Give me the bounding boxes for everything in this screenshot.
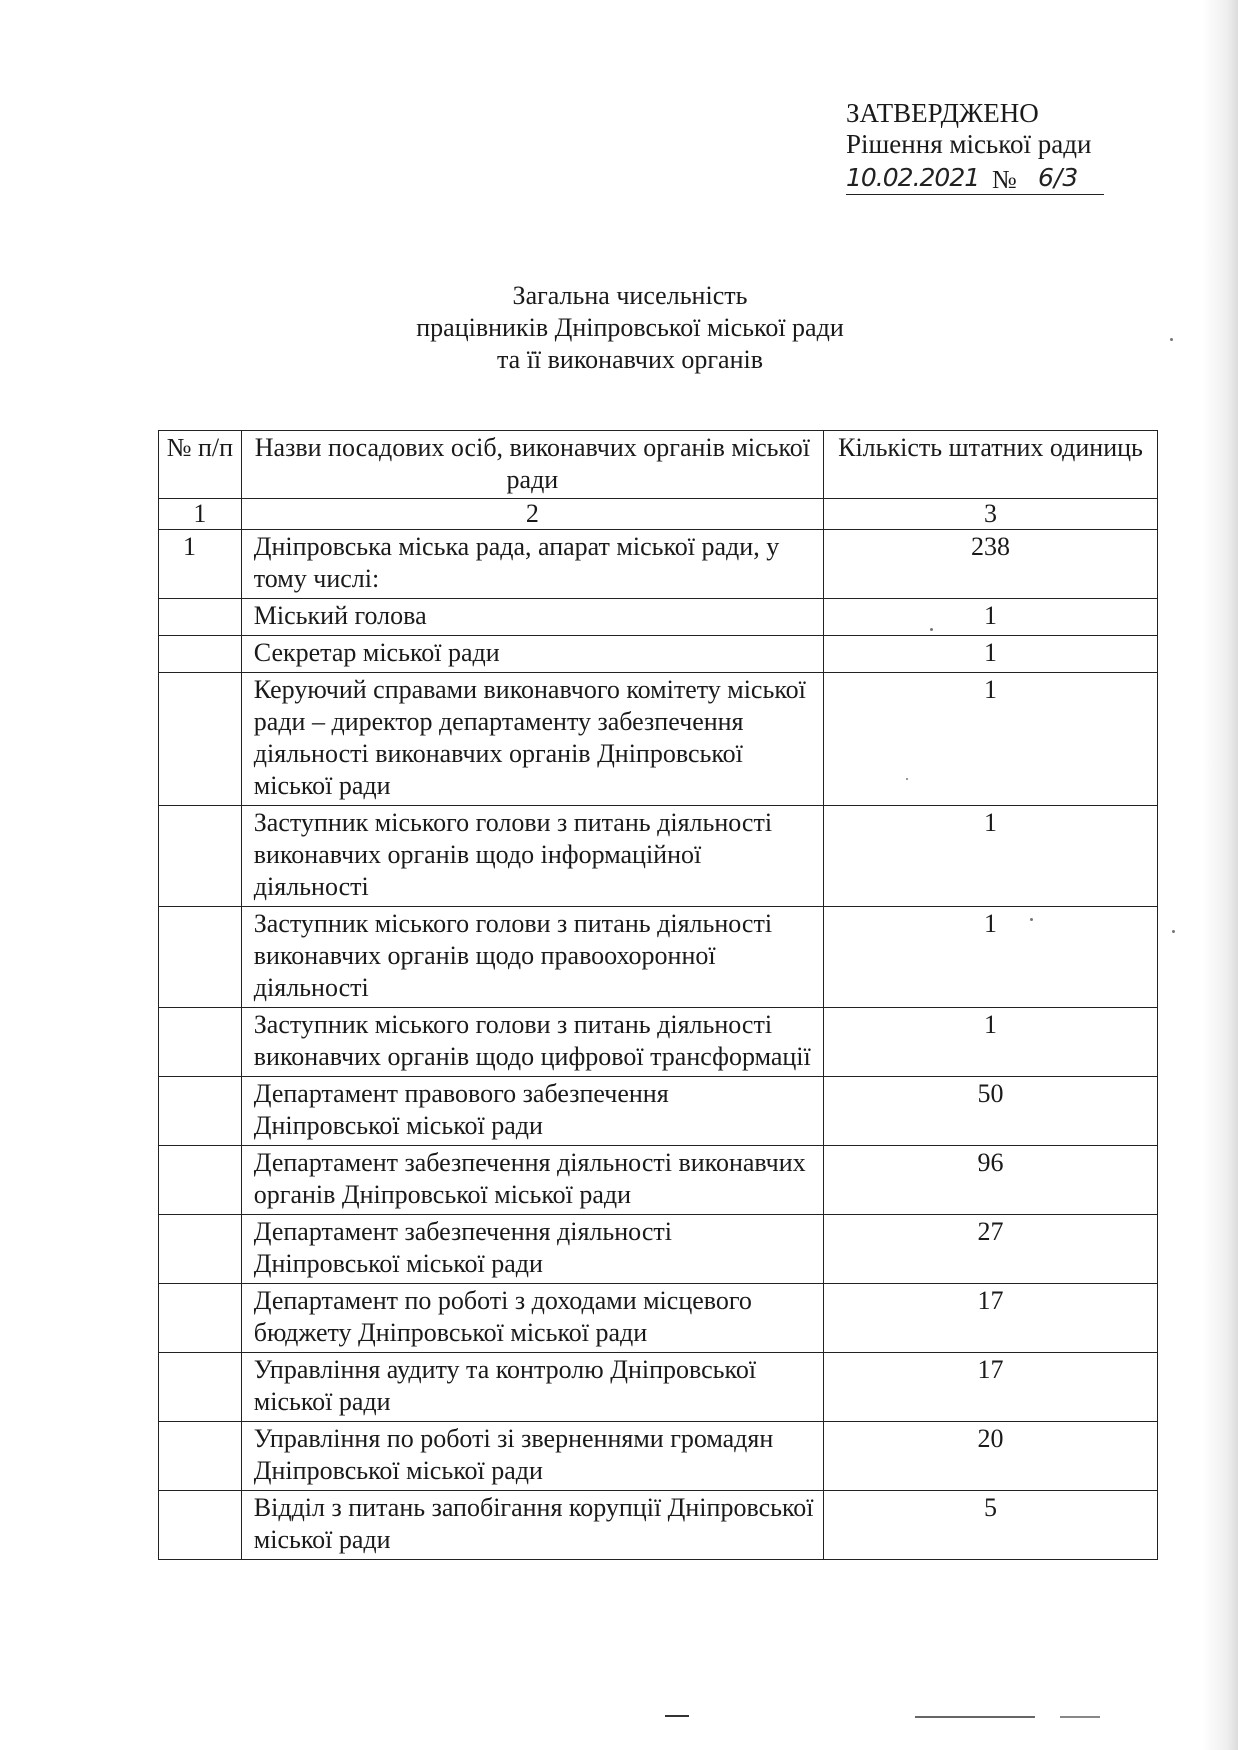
- table-row: [159, 1077, 1158, 1146]
- row-number: [159, 1146, 242, 1215]
- footer-mark: [915, 1716, 1035, 1718]
- row-number: [159, 673, 242, 806]
- column-number: 3: [823, 499, 1157, 530]
- table-row: [159, 1215, 1158, 1284]
- row-number: [159, 599, 242, 636]
- date-underline: [846, 194, 1104, 195]
- document-title: [240, 280, 1020, 376]
- row-count: 50: [823, 1077, 1157, 1146]
- scan-speck: [1170, 338, 1173, 341]
- table-row: [159, 1008, 1158, 1077]
- scan-speck: [1030, 918, 1033, 921]
- row-name: Департамент по роботі з доходами місцевого бюджету Дніпровської міської ради: [241, 1284, 823, 1353]
- row-number: [159, 806, 242, 907]
- table-header-row: [159, 431, 1158, 499]
- approval-label: ЗАТВЕРДЖЕНО: [846, 98, 1039, 128]
- row-number: [159, 1215, 242, 1284]
- row-count: 17: [823, 1284, 1157, 1353]
- table-row: [159, 1146, 1158, 1215]
- handwritten-number: 6/3: [1038, 163, 1079, 192]
- row-number: [159, 636, 242, 673]
- row-count: 27: [823, 1215, 1157, 1284]
- row-name: Управління аудиту та контролю Дніпровської міської ради: [241, 1353, 823, 1422]
- table-row: [159, 1491, 1158, 1560]
- row-count: 1: [823, 1008, 1157, 1077]
- table-row: [159, 1284, 1158, 1353]
- row-name: Департамент правового забезпечення Дніпровської міської ради: [241, 1077, 823, 1146]
- table-row: [159, 1422, 1158, 1491]
- title-line-1: Загальна чисельність: [512, 281, 748, 310]
- table-row: [159, 530, 1158, 599]
- title-line-2: працівників Дніпровської міської ради: [416, 313, 844, 342]
- handwritten-date: 10.02.2021: [846, 163, 980, 192]
- table-row: [159, 806, 1158, 907]
- row-name: Заступник міського голови з питань діяльності виконавчих органів щодо правоохоронної діяльності: [241, 907, 823, 1008]
- row-count: 1: [823, 907, 1157, 1008]
- number-sign: №: [992, 165, 1017, 194]
- title-line-3: та її виконавчих органів: [496, 345, 764, 374]
- scan-speck: [906, 778, 908, 780]
- row-number: [159, 1491, 242, 1560]
- row-count: 1: [823, 636, 1157, 673]
- footer-mark: [1060, 1716, 1100, 1718]
- header-num: № п/п: [159, 431, 242, 499]
- table-row: [159, 1353, 1158, 1422]
- header-name: Назви посадових осіб, виконавчих органів міської ради: [241, 431, 823, 499]
- row-name: Дніпровська міська рада, апарат міської ради, у тому числі:: [241, 530, 823, 599]
- column-number: 1: [159, 499, 242, 530]
- approval-stamp: [846, 98, 1091, 196]
- row-name: Управління по роботі зі зверненнями громадян Дніпровської міської ради: [241, 1422, 823, 1491]
- row-name: Міський голова: [241, 599, 823, 636]
- row-name: Департамент забезпечення діяльності виконавчих органів Дніпровської міської ради: [241, 1146, 823, 1215]
- row-number: 1: [159, 530, 242, 599]
- row-number: [159, 907, 242, 1008]
- row-count: 5: [823, 1491, 1157, 1560]
- row-name: Департамент забезпечення діяльності Дніпровської міської ради: [241, 1215, 823, 1284]
- row-name: Заступник міського голови з питань діяльності виконавчих органів щодо інформаційної діяльності: [241, 806, 823, 907]
- scan-edge-shadow: [1202, 0, 1238, 1750]
- row-count: 20: [823, 1422, 1157, 1491]
- row-name: Заступник міського голови з питань діяльності виконавчих органів щодо цифрової трансформації: [241, 1008, 823, 1077]
- approval-date-line: [846, 162, 1091, 196]
- table-row: [159, 599, 1158, 636]
- row-name: Відділ з питань запобігання корупції Дніпровської міської ради: [241, 1491, 823, 1560]
- scan-speck: [1172, 930, 1175, 933]
- row-number: [159, 1077, 242, 1146]
- row-name: Секретар міської ради: [241, 636, 823, 673]
- column-number: 2: [241, 499, 823, 530]
- row-count: 1: [823, 806, 1157, 907]
- table-row: [159, 636, 1158, 673]
- table-row: [159, 673, 1158, 806]
- approval-decision: Рішення міської ради: [846, 129, 1092, 159]
- staff-table: [158, 430, 1158, 1560]
- table-row: [159, 907, 1158, 1008]
- row-number: [159, 1284, 242, 1353]
- row-name: Керуючий справами виконавчого комітету міської ради – директор департаменту забезпечення діяльності виконавчих органів Дніпровської міської ради: [241, 673, 823, 806]
- row-number: [159, 1422, 242, 1491]
- scan-speck: [930, 628, 933, 631]
- header-count: Кількість штатних одиниць: [823, 431, 1157, 499]
- row-number: [159, 1008, 242, 1077]
- row-count: 238: [823, 530, 1157, 599]
- row-count: 96: [823, 1146, 1157, 1215]
- row-count: 1: [823, 599, 1157, 636]
- row-count: 1: [823, 673, 1157, 806]
- column-number-row: [159, 499, 1158, 530]
- row-count: 17: [823, 1353, 1157, 1422]
- row-number: [159, 1353, 242, 1422]
- footer-mark: [665, 1715, 689, 1717]
